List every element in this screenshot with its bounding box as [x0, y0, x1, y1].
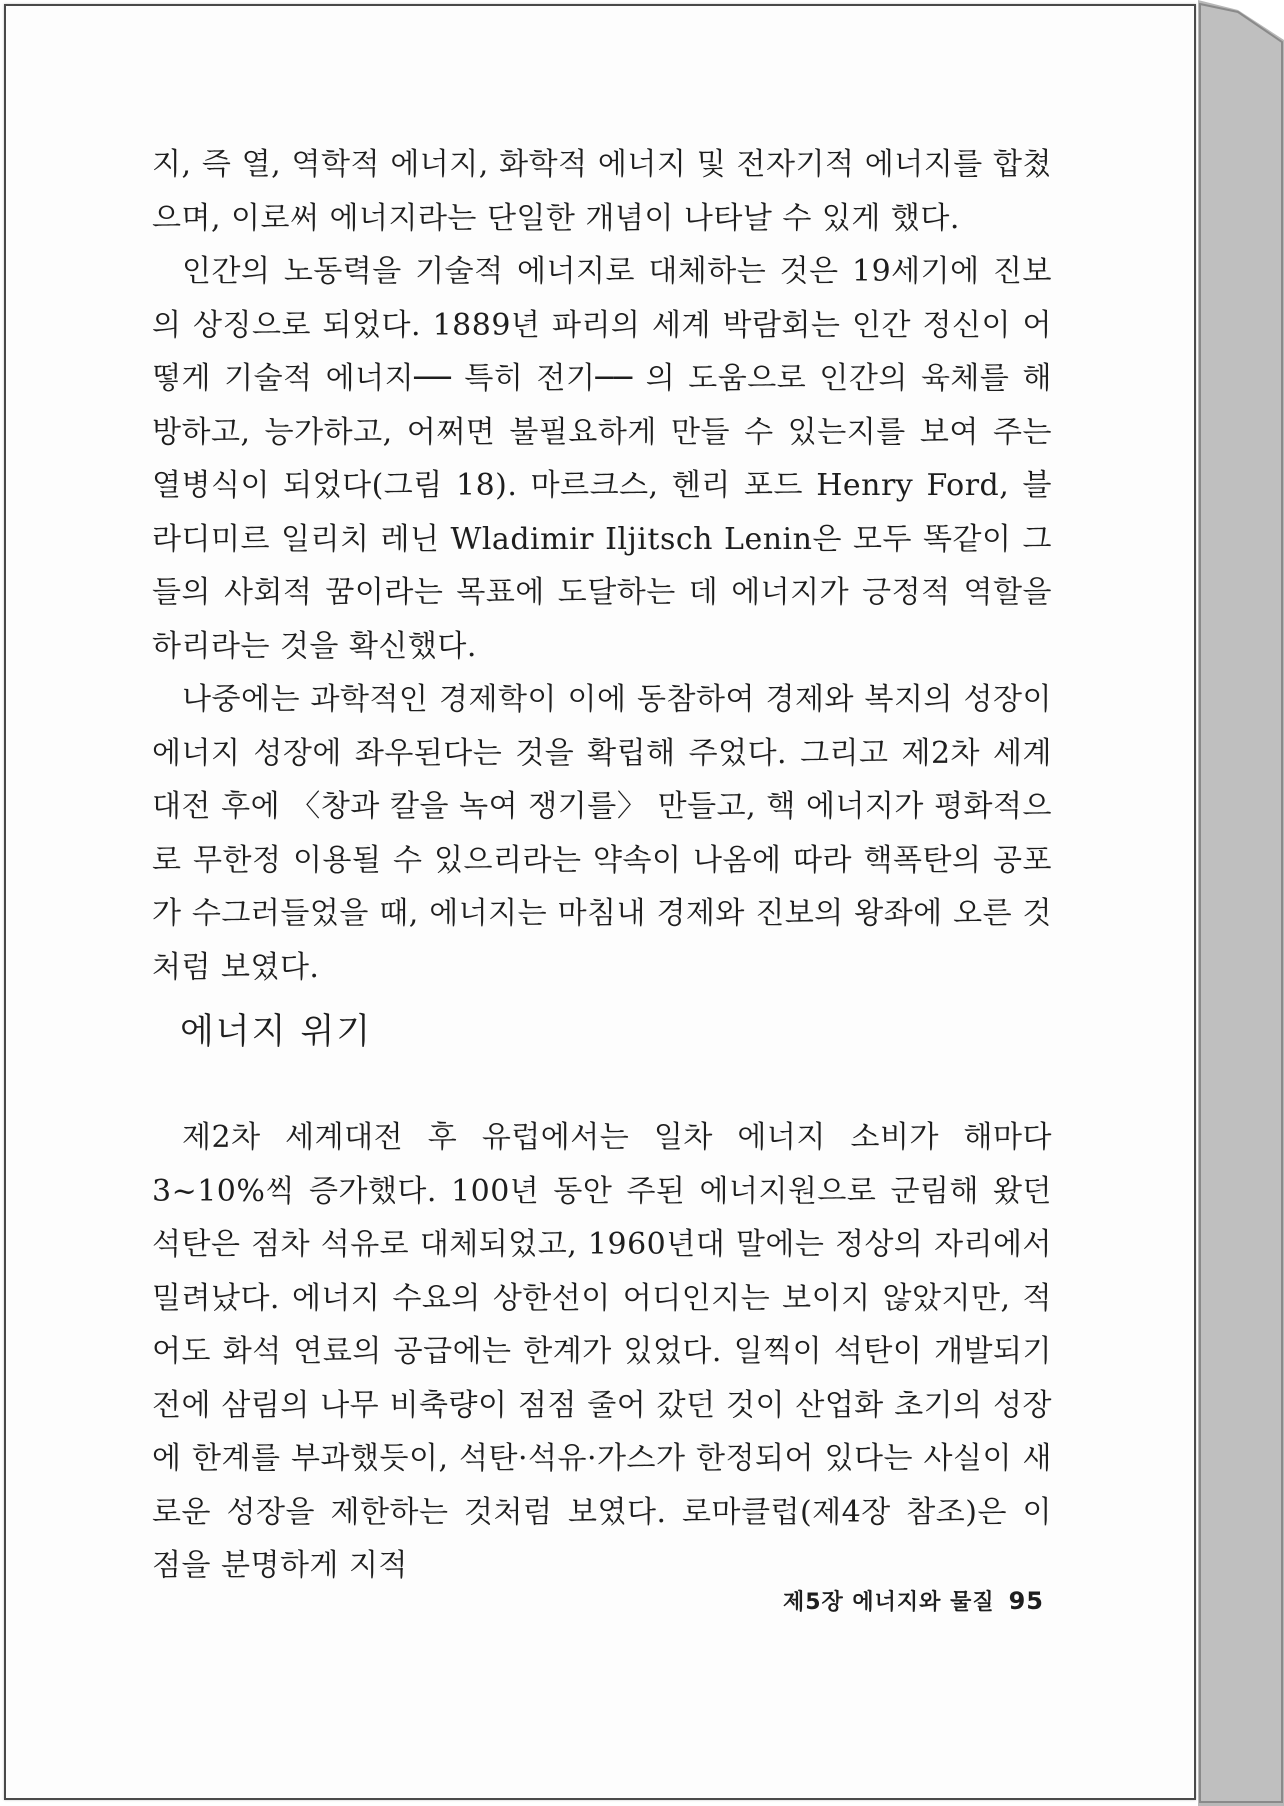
paragraph-technical-energy: 인간의 노동력을 기술적 에너지로 대체하는 것은 19세기에 진보의 상징으로 되었다. 1889년 파리의 세계 박람회는 인간 정신이 어떻게 기술적 에너지── 특히 전기── 의 도움으로 인간의 육체를 해방하고, 능가하고, 어쩌면 불필요하게 만들 수 있는지를 보여 주는 열병식이 되었다(그림 18). 마르크스, 헨리 포드 Henry Ford, 블라디미르 일리치 레닌 Wladimir Iljitsch Lenin은 모두 똑같이 그들의 사회적 꿈이라는 목표에 도달하는 데 에너지가 긍정적 역할을 하리라는 것을 확신했다. — [152, 254, 1052, 664]
body-text-upper — [152, 138, 1052, 994]
section-heading-energy-crisis: 에너지 위기 — [180, 1012, 373, 1052]
body-text-lower — [152, 1111, 1052, 1593]
running-footer — [783, 1585, 1044, 1616]
paragraph-energy-crisis: 제2차 세계대전 후 유럽에서는 일차 에너지 소비가 해마다 3~10%씩 증가했다. 100년 동안 주된 에너지원으로 군림해 왔던 석탄은 점차 석유로 대체되었고, 1960년대 말에는 정상의 자리에서 밀려났다. 에너지 수요의 상한선이 어디인지는 보이지 않았지만, 적어도 화석 연료의 공급에는 한계가 있었다. 일찍이 석탄이 개발되기 전에 삼림의 나무 비축량이 점점 줄어 갔던 것이 산업화 초기의 성장에 한계를 부과했듯이, 석탄·석유·가스가 한정되어 있다는 사실이 새로운 성장을 제한하는 것처럼 보였다. 로마클럽(제4장 참조)은 이 점을 분명하게 지적 — [152, 1120, 1052, 1583]
page-number: 95 — [1008, 1587, 1044, 1615]
book-spine — [1198, 0, 1284, 1806]
paragraph-economics: 나중에는 과학적인 경제학이 이에 동참하여 경제와 복지의 성장이 에너지 성장에 좌우된다는 것을 확립해 주었다. 그리고 제2차 세계대전 후에 〈창과 칼을 녹여 쟁기를〉 만들고, 핵 에너지가 평화적으로 무한정 이용될 수 있으리라는 약속이 나옴에 따라 핵폭탄의 공포가 수그러들었을 때, 에너지는 마침내 경제와 진보의 왕좌에 오른 것처럼 보였다. — [152, 682, 1052, 985]
book-thickness — [1200, 4, 1282, 1802]
paragraph-continuation: 지, 즉 열, 역학적 에너지, 화학적 에너지 및 전자기적 에너지를 합쳤으며, 이로써 에너지라는 단일한 개념이 나타날 수 있게 했다. — [152, 147, 1052, 236]
footer-chapter-title: 제5장 에너지와 물질 — [782, 1590, 995, 1615]
book-page — [4, 4, 1196, 1800]
